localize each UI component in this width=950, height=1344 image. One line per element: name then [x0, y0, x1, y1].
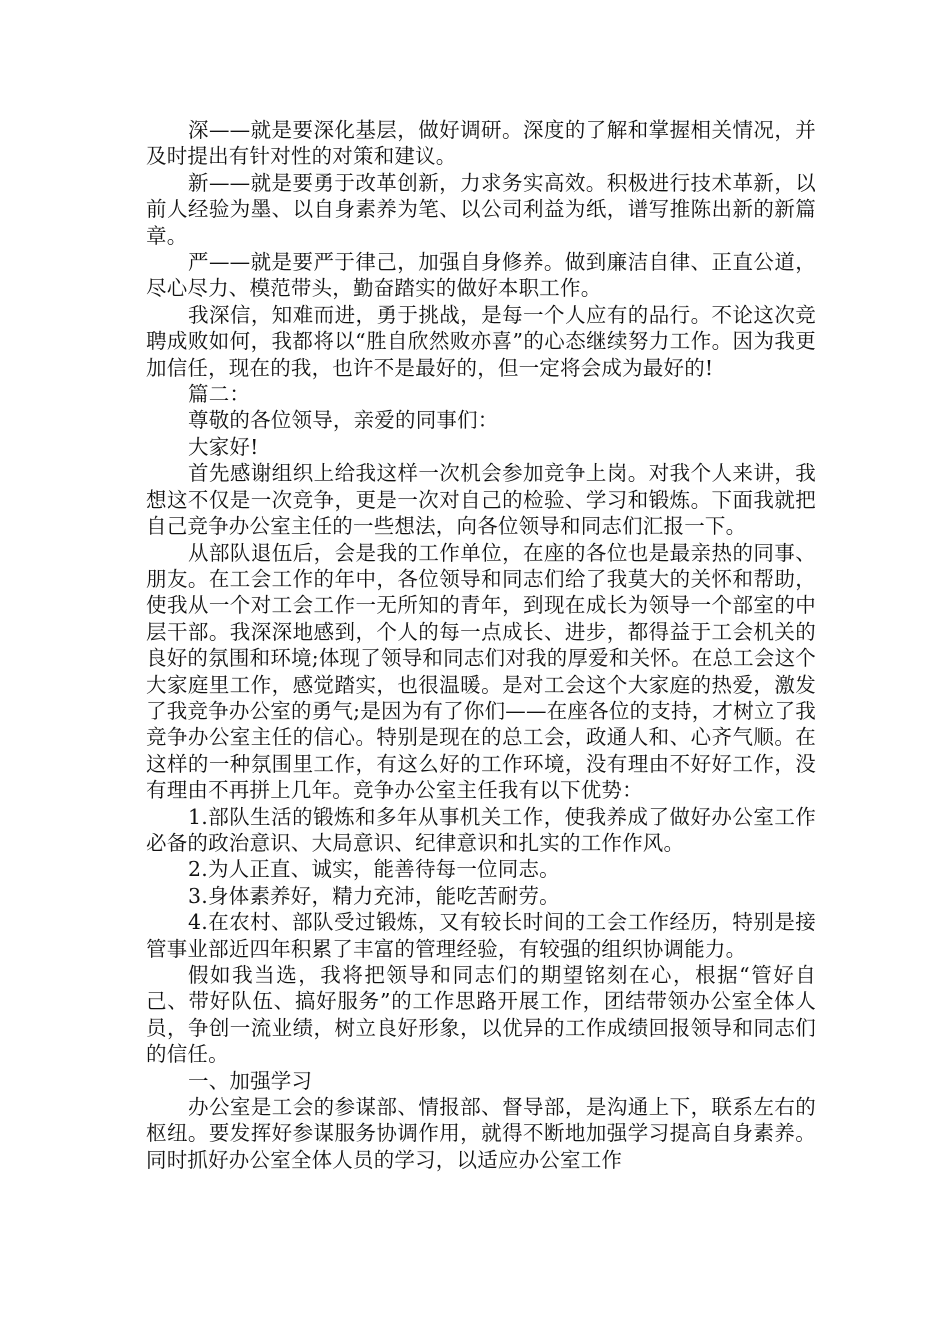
salutation: 尊敬的各位领导，亲爱的同事们： — [188, 408, 499, 433]
paragraph-opening: 首先感谢组织上给我这样一次机会参加竞争上岗。对我个人来讲，我想这不仅是一次竞争，更是一次对自己的检验、学习和锻炼。下面我就把自己竞争办公室主任的一些想法，向各位领导和同志们汇报一下。 — [146, 461, 816, 539]
greeting: 大家好! — [188, 434, 259, 459]
section-heading-study: 一、加强学习 — [188, 1068, 313, 1093]
list-item-1: 1.部队生活的锻炼和多年从事机关工作，使我养成了做好办公室工作必备的政治意识、大局意识、纪律意识和扎实的工作作风。 — [146, 804, 816, 855]
list-item-2: 2.为人正直、诚实，能善待每一位同志。 — [188, 857, 560, 882]
paragraph-xin: 新——就是要勇于改革创新，力求务实高效。积极进行技术革新，以前人经验为墨、以自身素养为笔、以公司利益为纸，谱写推陈出新的新篇章。 — [146, 170, 816, 248]
paragraph-background: 从部队退伍后，会是我的工作单位，在座的各位也是最亲热的同事、朋友。在工会工作的年中，各位领导和同志们给了我莫大的关怀和帮助，使我从一个对工会工作一无所知的青年，到现在成长为领导一个部室的中层干部。我深深地感到，个人的每一点成长、进步，都得益于工会机关的良好的氛围和环境;体现了领导和同志们对我的厚爱和关怀。在总工会这个大家庭里工作，感觉踏实，也很温暖。是对工会这个大家庭的热爱，激发了我竞争办公室的勇气;是因为有了你们——在座各位的支持，才树立了我竞争办公室主任的信心。特别是现在的总工会，政通人和、心齐气顺。在这样的一种氛围里工作，有这么好的工作环境，没有理由不好好工作，没有理由不再拼上几年。竞争办公室主任我有以下优势： — [146, 540, 816, 803]
list-item-4: 4.在农村、部队受过锻炼，又有较长时间的工会工作经历，特别是接管事业部近四年积累了丰富的管理经验，有较强的组织协调能力。 — [146, 910, 816, 961]
paragraph-pledge: 假如我当选，我将把领导和同志们的期望铭刻在心，根据“管好自己、带好队伍、搞好服务”的工作思路开展工作，团结带领办公室全体人员，争创一流业绩，树立良好形象，以优异的工作成绩回报领导和同志们的信任。 — [146, 963, 816, 1067]
list-item-3: 3.身体素养好，精力充沛，能吃苦耐劳。 — [188, 883, 560, 908]
document-page — [146, 117, 816, 1173]
section-heading-part-two: 篇二： — [188, 382, 251, 407]
paragraph-yan: 严——就是要严于律己，加强自身修养。做到廉洁自律、正直公道，尽心尽力、模范带头，勤奋踏实的做好本职工作。 — [146, 250, 816, 301]
paragraph-conviction: 我深信，知难而进，勇于挑战，是每一个人应有的品行。不论这次竞聘成败如何，我都将以“胜自欣然败亦喜”的心态继续努力工作。因为我更加信任，现在的我，也许不是最好的，但一定将会成为最好的! — [146, 302, 816, 380]
paragraph-shen: 深——就是要深化基层，做好调研。深度的了解和掌握相关情况，并及时提出有针对性的对策和建议。 — [146, 118, 816, 169]
paragraph-office-role: 办公室是工会的参谋部、情报部、督导部，是沟通上下，联系左右的枢纽。要发挥好参谋服务协调作用，就得不断地加强学习提高自身素养。同时抓好办公室全体人员的学习，以适应办公室工作 — [146, 1095, 816, 1172]
